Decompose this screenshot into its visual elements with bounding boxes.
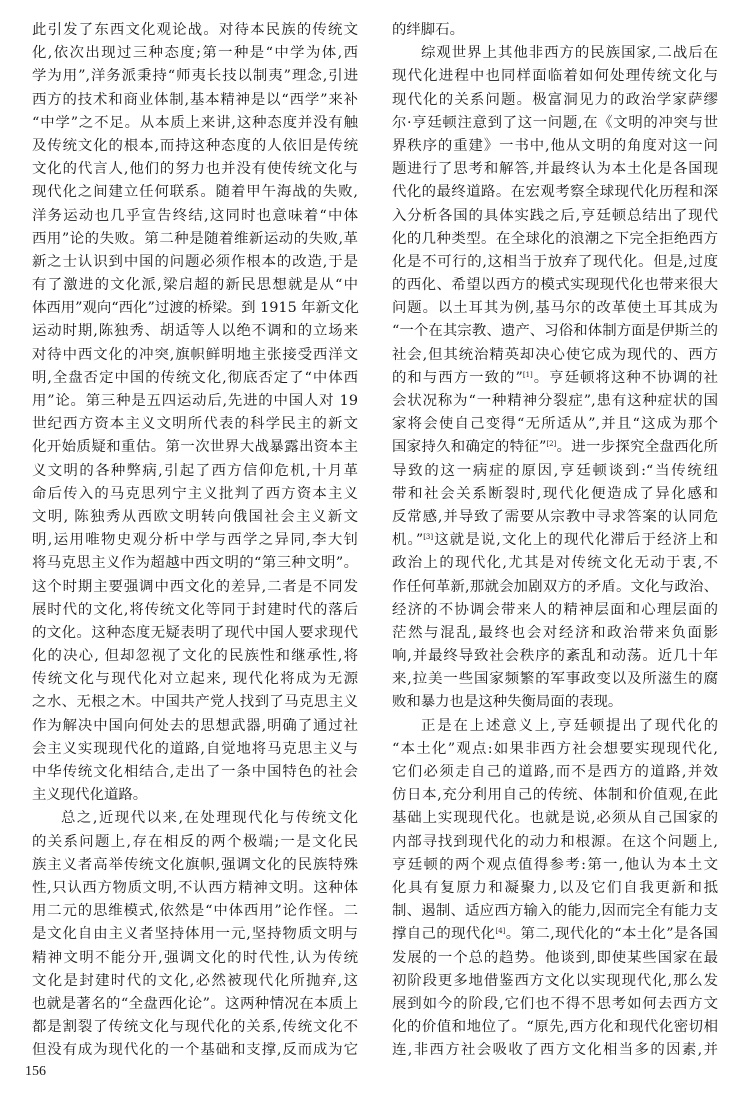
- text-line: 的西化、希望以西方的模式实现现代化也带来很大: [392, 277, 718, 294]
- text-line: 化是不可行的,这相当于放弃了现代化。但是,过度: [392, 253, 718, 270]
- text-line: 国家持久和确定的特征”[2]。进一步探究全盘西化所: [392, 439, 718, 456]
- text-line: 是文化自由主义者坚持体用一元,坚持物质文明与: [32, 926, 358, 943]
- text-line: 西用”论的失败。第二种是随着维新运动的失败,革: [32, 230, 358, 247]
- text-line: 茫然与混乱,最终也会对经济和政治带来负面影: [392, 624, 718, 641]
- citation-marker: [3]: [423, 533, 434, 542]
- text-line: “本土化”观点:如果非西方社会想要实现现代化,: [392, 740, 718, 757]
- text-line: 亨廷顿的两个观点值得参考:第一,他认为本土文: [392, 856, 718, 873]
- text-line: 经济的不协调会带来人的精神层面和心理层面的: [392, 601, 718, 618]
- text-line: 文化的代言人,他们的努力也并没有使传统文化与: [32, 161, 358, 178]
- text-line: “一个在其宗教、遗产、习俗和体制方面是伊斯兰的: [392, 323, 718, 340]
- text-line: 用”论。第三种是五四运动后,先进的中国人对 19: [32, 393, 358, 409]
- text-line: 败和暴力也是这种失衡局面的表现。: [392, 694, 623, 711]
- text-line: 化的价值和地位了。“原先,西方化和现代化密切相: [392, 1019, 718, 1036]
- text-line: 现代化进程中也同样面临着如何处理传统文化与: [392, 68, 718, 85]
- text-line: 现代化的关系问题。极富洞见力的政治学家萨缪: [392, 91, 718, 108]
- text-line: 导致的这一病症的原因,亨廷顿谈到:“当传统纽: [392, 462, 718, 479]
- text-line: 及传统文化的根本,而持这种态度的人依旧是传统: [32, 137, 358, 154]
- text-line: 展到如今的阶段,它们也不得不思考如何去西方文: [392, 995, 718, 1012]
- text-line: 综观世界上其他非西方的民族国家,二战后在: [421, 45, 718, 62]
- text-line: 此引发了东西文化观论战。对待本民族的传统文: [32, 22, 358, 38]
- text-line: 作任何革新,那就会加剧双方的矛盾。文化与政治、: [392, 578, 718, 595]
- text-line: 明,运用唯物史观分析中学与西学之异同,李大钊: [32, 532, 358, 549]
- text-line: 中华传统文化相结合,走出了一条中国特色的社会: [32, 764, 358, 780]
- text-line: 义文明的各种弊病,引起了西方信仰危机,十月革: [32, 462, 358, 479]
- text-line: 将马克思主义作为超越中西文明的“第三种文明”。: [32, 555, 358, 572]
- text-line: 展时代的文化,将传统文化等同于封建时代的落后: [32, 601, 358, 618]
- text-line: 尔·亨廷顿注意到了这一问题,在《文明的冲突与世: [392, 114, 718, 131]
- text-line: 它们必须走自己的道路,而不是西方的道路,并效: [392, 764, 718, 780]
- text-line: 反常感,并导致了需要从宗教中寻求答案的认同危: [392, 508, 718, 525]
- text-line: 的绊脚石。: [392, 22, 464, 38]
- text-line: 性,只认西方物质文明,不认西方精神文明。这种体: [32, 879, 358, 896]
- page-number: 156: [25, 1064, 46, 1079]
- citation-marker: [1]: [522, 370, 533, 379]
- text-line: 明,全盘否定中国的传统文化,彻底否定了“中体西: [32, 369, 358, 386]
- text-line: 机。”[3]这就是说,文化上的现代化滞后于经济上和: [392, 532, 718, 549]
- citation-marker: [2]: [546, 440, 557, 449]
- text-line: 会主义实现现代化的道路,自觉地将马克思主义与: [32, 740, 358, 757]
- citation-marker: [4]: [495, 927, 506, 936]
- text-line: 对待中西文化的冲突,旗帜鲜明地主张接受西洋文: [32, 346, 358, 363]
- text-line: 之水、无根之木。中国共产党人找到了马克思主义: [32, 694, 358, 711]
- text-line: 都是割裂了传统文化与现代化的关系,传统文化不: [32, 1019, 358, 1036]
- text-line: 响,并最终导致社会秩序的紊乱和动荡。近几十年: [392, 648, 718, 665]
- text-line: “中学”之不足。从本质上来讲,这种态度并没有触: [32, 114, 358, 131]
- text-line: 入分析各国的具体实践之后,亨廷顿总结出了现代: [392, 207, 718, 224]
- text-line: 的文化。这种态度无疑表明了现代中国人要求现代: [32, 624, 358, 641]
- text-line: 新之士认识到中国的问题必须作根本的改造,于是: [32, 253, 358, 270]
- text-line: 界秩序的重建》一书中,他从文明的角度对这一问: [392, 137, 718, 154]
- text-line: 问题。以土耳其为例,基马尔的改革使土耳其成为: [392, 300, 718, 317]
- text-line: 洋务运动也几乎宣告终结,这同时也意味着“中体: [32, 207, 358, 224]
- text-line: 有了激进的文化派,梁启超的新民思想就是从“中: [32, 277, 358, 294]
- text-line: 化开始质疑和重估。第一次世界大战暴露出资本主: [32, 439, 358, 456]
- text-line: 正是在上述意义上,亨廷顿提出了现代化的: [421, 717, 718, 734]
- left-column: [32, 19, 358, 1062]
- text-line: 总之,近现代以来,在处理现代化与传统文化: [61, 810, 358, 827]
- text-line: 化的几种类型。在全球化的浪潮之下完全拒绝西方: [392, 230, 718, 247]
- text-line: 带和社会关系断裂时,现代化便造成了异化感和: [392, 485, 718, 502]
- text-line: 体西用”观向“西化”过渡的桥梁。到 1915 年新文化: [32, 300, 359, 317]
- text-line: 初阶段更多地借鉴西方文化以实现现代化,那么发: [392, 972, 718, 989]
- text-line: 化具有复原力和凝聚力,以及它们自我更新和抵: [392, 879, 718, 896]
- text-line: 制、遏制、适应西方输入的能力,因而完全有能力支: [392, 903, 718, 920]
- text-line: 现代化之间建立任何联系。随着甲午海战的失败,: [32, 184, 358, 201]
- text-line: 精神文明不能分开,强调文化的时代性,认为传统: [32, 949, 358, 966]
- text-line: 运动时期,陈独秀、胡适等人以绝不调和的立场来: [32, 323, 358, 340]
- text-line: 这个时期主要强调中西文化的差异,二者是不同发: [32, 578, 358, 595]
- text-line: 学为用”,洋务派秉持“师夷长技以制夷”理念,引进: [32, 68, 358, 85]
- text-line: 文化是封建时代的文化,必然被现代化所抛弃,这: [32, 972, 358, 989]
- text-line: 仿日本,充分利用自己的传统、体制和价值观,在此: [392, 787, 718, 804]
- text-line: 传统文化与现代化对立起来, 现代化将成为无源: [32, 671, 358, 688]
- text-line: 发展的一个总的趋势。他谈到,即使某些国家在最: [392, 949, 718, 966]
- text-line: 的和与西方一致的”[1]。亨廷顿将这种不协调的社: [392, 369, 718, 386]
- text-line: 家将会使自己变得“无所适从”,并且“这成为那个: [392, 416, 718, 433]
- text-line: 文明, 陈独秀从西欧文明转向俄国社会主义新文: [32, 508, 358, 525]
- text-line: 用二元的思维模式,依然是“中体西用”论作怪。二: [32, 903, 358, 920]
- text-line: 社会,但其统治精英却决心使它成为现代的、西方: [392, 346, 718, 363]
- text-line: 也就是著名的“全盘西化论”。这两种情况在本质上: [32, 995, 358, 1012]
- text-line: 化的决心, 但却忽视了文化的民族性和继承性,将: [32, 648, 358, 665]
- text-line: 连,非西方社会吸收了西方文化相当多的因素,并: [392, 1042, 718, 1059]
- text-line: 内部寻找到现代化的动力和根源。在这个问题上,: [392, 833, 718, 850]
- text-line: 来,拉美一些国家频繁的军事政变以及所滋生的腐: [392, 671, 718, 688]
- text-line: 西方的技术和商业体制,基本精神是以“西学”来补: [32, 91, 358, 108]
- text-line: 但没有成为现代化的一个基础和支撑,反而成为它: [32, 1042, 358, 1059]
- text-line: 题进行了思考和解答,并最终认为本土化是各国现: [392, 161, 718, 178]
- text-line: 撑自己的现代化[4]。第二,现代化的“本土化”是各国: [392, 926, 718, 943]
- text-line: 代化的最终道路。在宏观考察全球现代化历程和深: [392, 184, 718, 201]
- right-column: [392, 19, 718, 1062]
- text-line: 主义现代化道路。: [32, 787, 148, 804]
- text-line: 的关系问题上,存在相反的两个极端;一是文化民: [32, 833, 358, 850]
- text-line: 世纪西方资本主义文明所代表的科学民主的新文: [32, 416, 358, 433]
- text-line: 作为解决中国向何处去的思想武器,明确了通过社: [32, 717, 358, 734]
- text-line: 会状况称为“一种精神分裂症”,患有这种症状的国: [392, 393, 718, 409]
- text-line: 政治上的现代化,尤其是对传统文化无动于衷,不: [392, 555, 718, 572]
- text-line: 族主义者高举传统文化旗帜,强调文化的民族特殊: [32, 856, 358, 873]
- text-line: 命后传入的马克思列宁主义批判了西方资本主义: [32, 485, 358, 502]
- text-line: 基础上实现现代化。也就是说,必须从自己国家的: [392, 810, 718, 827]
- text-line: 化,依次出现过三种态度;第一种是“中学为体,西: [32, 45, 358, 62]
